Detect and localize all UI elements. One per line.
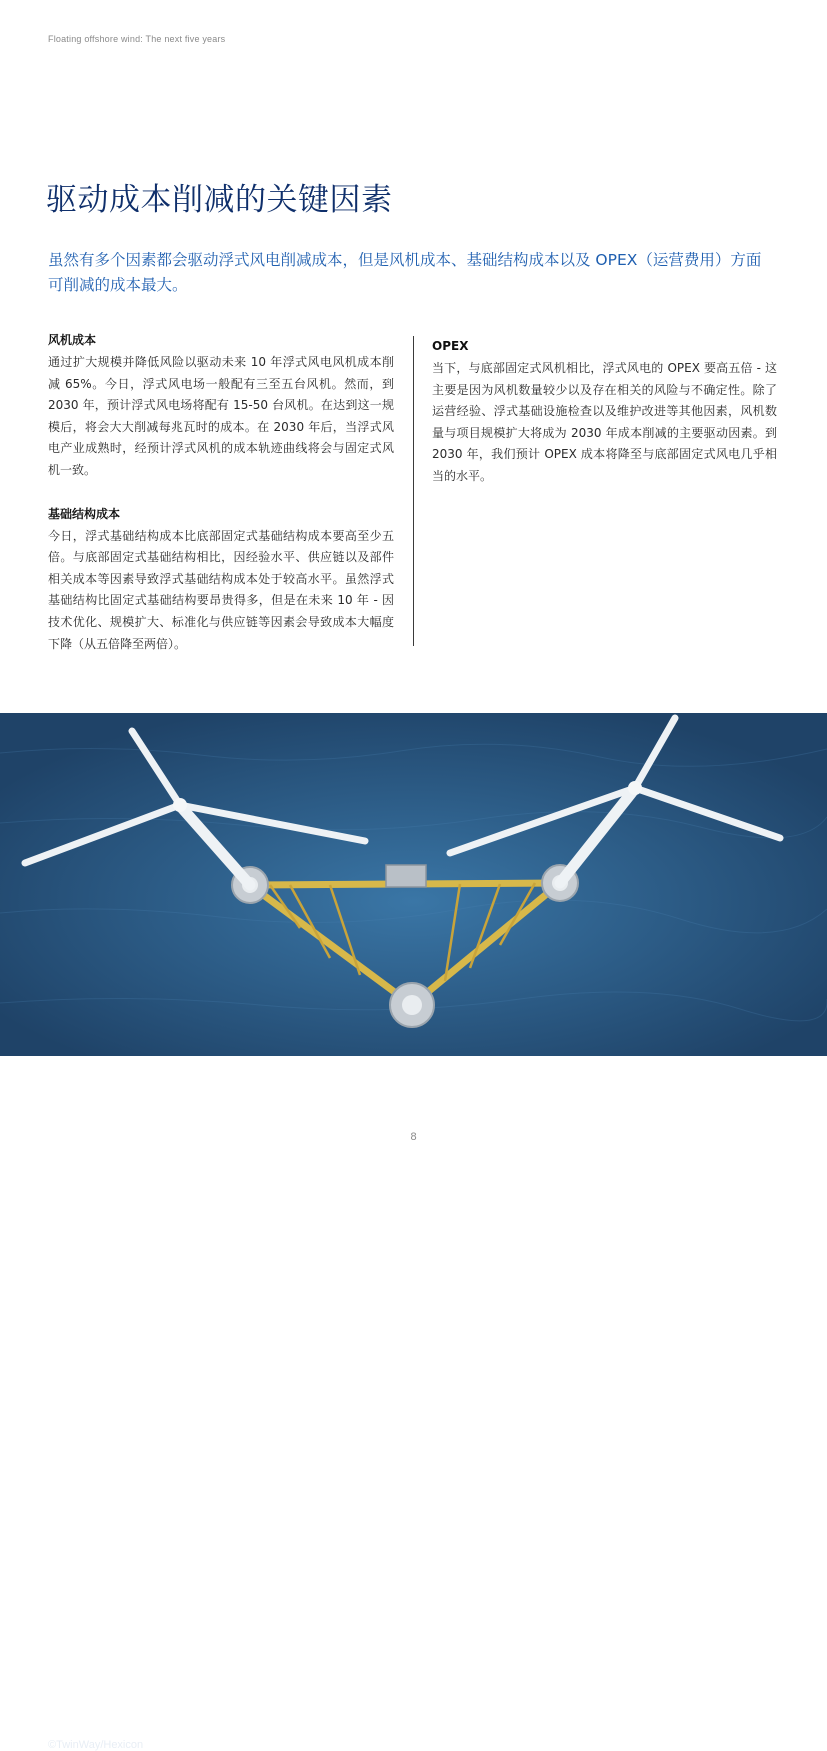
section-turbine-cost (48, 330, 394, 482)
column-divider (413, 336, 414, 646)
floater-bottom (390, 983, 434, 1027)
section-body: 今日，浮式基础结构成本比底部固定式基础结构成本要高至少五倍。与底部固定式基础结构相比，因经验水平、供应链以及部件相关成本等因素导致浮式基础结构成本处于较高水平。虽然浮式基础结构比固定式基础结构要昂贵得多，但是在未来 10 年 - 因技术优化、规模扩大、标准化与供应链等因素会导致成本大幅度下降（从五倍降至两倍）。 (48, 528, 394, 651)
floating-wind-platform-photo (0, 713, 827, 1751)
page-number: 8 (410, 1131, 417, 1143)
section-opex (432, 336, 777, 488)
section-heading: OPEX (432, 339, 469, 353)
section-body: 当下，与底部固定式风机相比，浮式风电的 OPEX 要高五倍 - 这主要是因为风机数量较少以及存在相关的风险与不确定性。除了运营经验、浮式基础设施检查以及维护改进等其他因素，风机数量与项目规模扩大将成为 2030 年成本削减的主要驱动因素。到 2030 年，我们预计 OPEX 成本将降至与底部固定式风电几乎相当的水平。 (432, 361, 777, 483)
running-header: Floating offshore wind: The next five years (48, 34, 226, 44)
section-heading: 基础结构成本 (48, 506, 121, 521)
section-body: 通过扩大规模并降低风险以驱动未来 10 年浮式风电风机成本削减 65%。今日，浮式风电场一般配有三至五台风机。然而，到 2030 年，预计浮式风电场将配有 15-50 台风机。在达到这一规模后，将会大大削减每兆瓦时的成本。在 2030 年后，当浮式风电产业成熟时，经预计浮式风机的成本轨迹曲线将会与固定式风机一致。 (48, 355, 394, 477)
right-column (432, 336, 777, 510)
section-foundation-cost (48, 504, 394, 656)
page-title: 驱动成本削减的关键因素 (46, 182, 393, 218)
section-heading: 风机成本 (48, 333, 97, 347)
photo-credit: ©TwinWay/Hexicon (48, 1739, 144, 1751)
left-column (48, 330, 394, 677)
intro-paragraph: 虽然有多个因素都会驱动浮式风电削减成本，但是风机成本、基础结构成本以及 OPEX（运营费用）方面可削减的成本最大。 (48, 251, 762, 294)
platform-illustration (0, 713, 827, 1056)
